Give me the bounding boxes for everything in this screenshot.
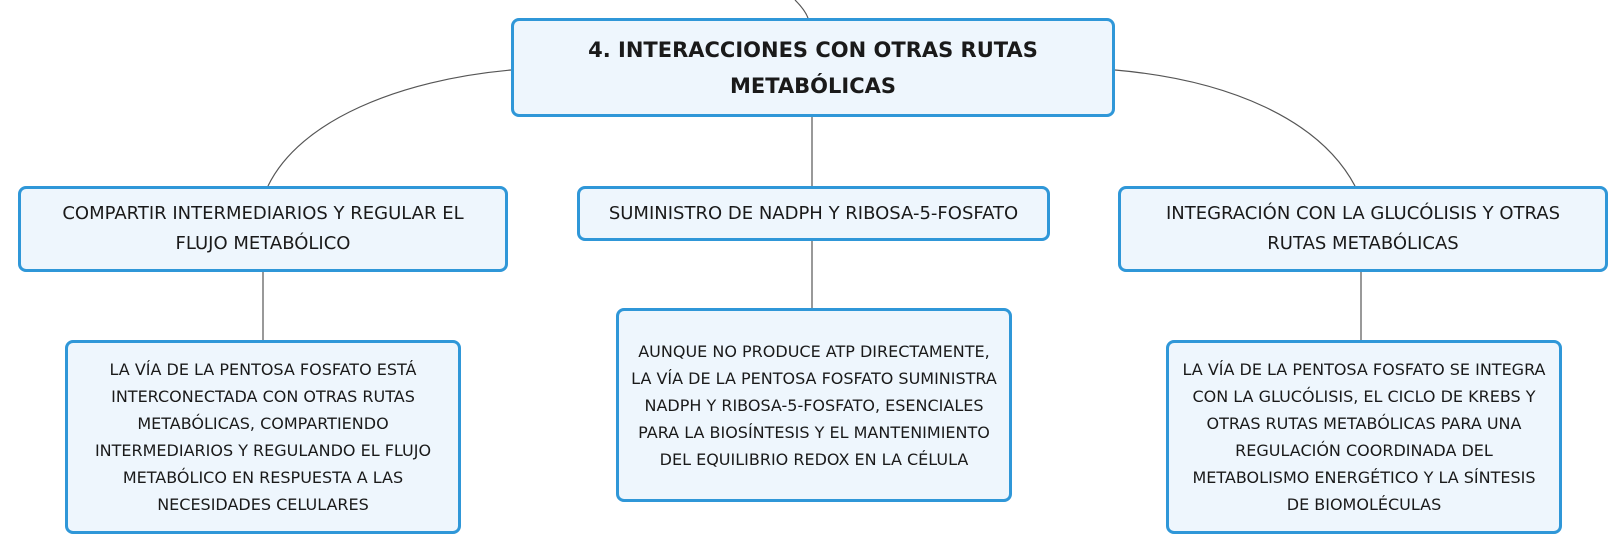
- root-topic-title: 4. INTERACCIONES CON OTRAS RUTAS METABÓLICAS: [588, 37, 1038, 98]
- branch-topic-nadph-supply[interactable]: [577, 186, 1050, 241]
- detail-topic-text: AUNQUE NO PRODUCE ATP DIRECTAMENTE, LA VÍA DE LA PENTOSA FOSFATO SUMINISTRA NADPH Y RIBOSA-5-FOSFATO, ESENCIALES PARA LA BIOSÍNTESIS Y EL MANTENIMIENTO DEL EQUILIBRIO REDOX EN LA CÉLULA: [631, 341, 997, 469]
- root-topic[interactable]: [511, 18, 1115, 117]
- connector-parent-to-root: [795, 0, 808, 18]
- branch-topic-glycolysis-integration[interactable]: [1118, 186, 1608, 272]
- branch-topic-shared-intermediates[interactable]: [18, 186, 508, 272]
- detail-topic-text: LA VÍA DE LA PENTOSA FOSFATO SE INTEGRA CON LA GLUCÓLISIS, EL CICLO DE KREBS Y OTRAS RUTAS METABÓLICAS PARA UNA REGULACIÓN COORDINADA DEL METABOLISMO ENERGÉTICO Y LA SÍNTESIS DE BIOMOLÉCULAS: [1182, 360, 1546, 514]
- branch-topic-label: INTEGRACIÓN CON LA GLUCÓLISIS Y OTRAS RUTAS METABÓLICAS: [1165, 203, 1561, 254]
- branch-topic-label: COMPARTIR INTERMEDIARIOS Y REGULAR EL FLUJO METABÓLICO: [62, 203, 464, 254]
- connector-root-to-branch-3: [1115, 70, 1355, 186]
- detail-topic-glycolysis-integration[interactable]: [1166, 340, 1562, 534]
- connector-root-to-branch-1: [268, 70, 511, 186]
- branch-topic-label: SUMINISTRO DE NADPH Y RIBOSA-5-FOSFATO: [608, 202, 1019, 224]
- detail-topic-nadph-supply[interactable]: [616, 308, 1012, 502]
- detail-topic-text: LA VÍA DE LA PENTOSA FOSFATO ESTÁ INTERCONECTADA CON OTRAS RUTAS METABÓLICAS, COMPARTIENDO INTERMEDIARIOS Y REGULANDO EL FLUJO METABÓLICO EN RESPUESTA A LAS NECESIDADES CELULARES: [94, 360, 432, 514]
- detail-topic-shared-intermediates[interactable]: [65, 340, 461, 534]
